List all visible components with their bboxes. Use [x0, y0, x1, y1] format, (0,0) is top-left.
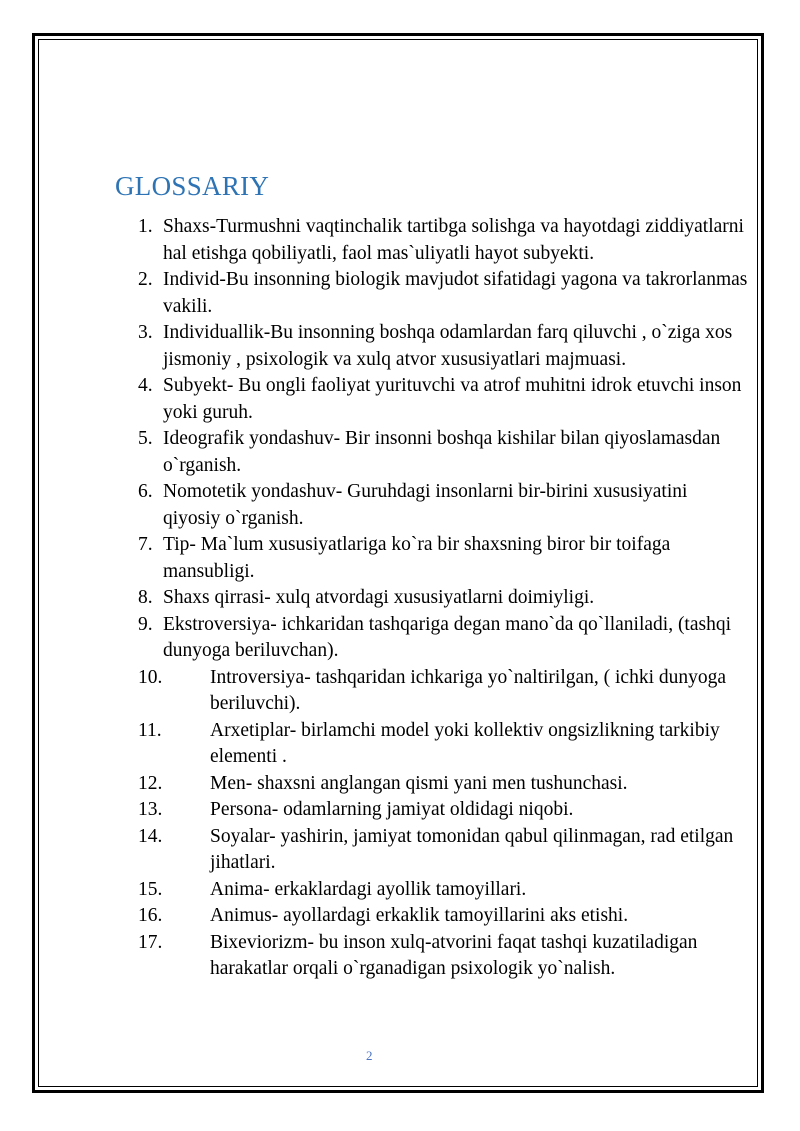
glossary-item [138, 930, 748, 983]
item-text: Individ-Bu insonning biologik mavjudot sifatidagi yagona va takrorlanmas vakili. [163, 269, 748, 317]
item-number: 2. [138, 269, 153, 290]
item-number: 3. [138, 322, 153, 343]
item-number: 13. [138, 799, 163, 820]
item-number: 4. [138, 375, 153, 396]
item-text: Ekstroversiya- ichkaridan tashqariga degan mano`da qo`llaniladi, (tashqi dunyoga beriluvchan). [163, 613, 732, 661]
glossary-item [138, 214, 748, 267]
glossary-item [138, 665, 748, 718]
item-text: Shaxs qirrasi- xulq atvordagi xususiyatlarni doimiyligi. [163, 587, 595, 608]
item-number: 7. [138, 534, 153, 555]
glossary-item [138, 320, 748, 373]
item-text: Subyekt- Bu ongli faoliyat yurituvchi va atrof muhitni idrok etuvchi inson yoki guruh. [163, 375, 742, 423]
item-number: 10. [138, 666, 163, 688]
item-number: 14. [138, 825, 163, 847]
item-number: 12. [138, 772, 163, 794]
item-number: 8. [138, 587, 153, 608]
glossary-list [138, 214, 748, 983]
glossary-item [138, 532, 748, 585]
item-text: Anima- erkaklardagi ayollik tamoyillari. [210, 878, 527, 900]
item-text: Introversiya- tashqaridan ichkariga yo`naltirilgan, ( ichki dunyoga beriluvchi). [210, 666, 727, 714]
item-text: Animus- ayollardagi erkaklik tamoyillarini aks etishi. [210, 905, 629, 926]
item-number: 15. [138, 878, 163, 900]
glossary-item [138, 771, 748, 798]
item-text: Men- shaxsni anglangan qismi yani men tushunchasi. [210, 772, 628, 794]
item-text: Individuallik-Bu insonning boshqa odamlardan farq qiluvchi , o`ziga xos jismoniy , psixologik va xulq atvor xususiyatlari majmuasi. [163, 322, 733, 370]
page-number: 2 [366, 1048, 373, 1063]
glossary-item [138, 585, 748, 612]
glossary-item [138, 797, 748, 824]
item-text: Ideografik yondashuv- Bir insonni boshqa kishilar bilan qiyoslamasdan o`rganish. [163, 428, 721, 476]
glossary-item [138, 426, 748, 479]
item-text: Tip- Ma`lum xususiyatlariga ko`ra bir shaxsning biror bir toifaga mansubligi. [163, 534, 671, 582]
glossary-item [138, 479, 748, 532]
glossary-item [138, 373, 748, 426]
item-text: Persona- odamlarning jamiyat oldidagi niqobi. [210, 799, 574, 820]
item-number: 6. [138, 481, 153, 502]
item-number: 5. [138, 428, 153, 449]
item-number: 17. [138, 931, 163, 953]
glossary-item [138, 824, 748, 877]
item-number: 11. [138, 719, 162, 741]
item-text: Arxetiplar- birlamchi model yoki kollektiv ongsizlikning tarkibiy elementi . [210, 719, 720, 767]
item-number: 9. [138, 613, 153, 635]
glossary-item [138, 612, 748, 665]
glossary-item [138, 903, 748, 930]
item-text: Shaxs-Turmushni vaqtinchalik tartibga solishga va hayotdagi ziddiyatlarni hal etishga qobiliyatli, faol mas`uliyatli hayot subyekti. [163, 216, 744, 264]
item-number: 1. [138, 216, 153, 237]
glossary-item [138, 718, 748, 771]
item-text: Nomotetik yondashuv- Guruhdagi insonlarni bir-birini xususiyatini qiyosiy o`rganish. [163, 481, 688, 529]
item-number: 16. [138, 905, 163, 926]
item-text: Bixeviorizm- bu inson xulq-atvorini faqat tashqi kuzatiladigan harakatlar orqali o`rganadigan psixologik yo`nalish. [210, 931, 698, 979]
glossary-item [138, 267, 748, 320]
document-title: GLOSSARIY [115, 171, 270, 201]
item-text: Soyalar- yashirin, jamiyat tomonidan qabul qilinmagan, rad etilgan jihatlari. [210, 825, 734, 873]
glossary-item [138, 877, 748, 904]
